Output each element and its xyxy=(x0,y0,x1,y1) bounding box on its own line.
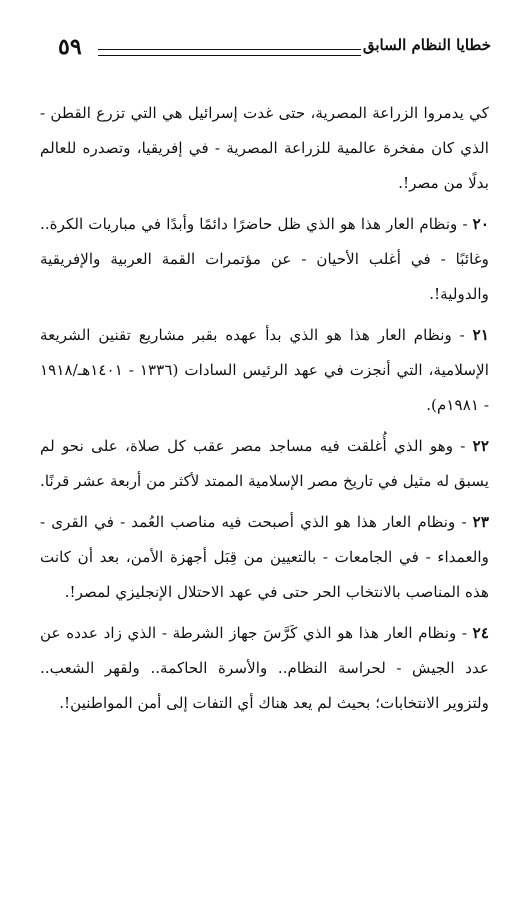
numbered-paragraph-22 xyxy=(40,429,489,499)
item-number: ٢٣ xyxy=(472,513,489,531)
body-text xyxy=(40,96,489,727)
paragraph-continuation xyxy=(40,96,489,201)
paragraph-text: - ونظام العار هذا هو الذي أصبحت فيه مناصب العُمد - في القرى - والعمداء - في الجامعات - بالتعيين من قِبَل أجهزة الأمن، بعد أن كانت هذه المناصب بالانتخاب الحر حتى في عهد الاحتلال الإنجليزي لمصر!. xyxy=(40,513,489,601)
item-number: ٢٢ xyxy=(472,437,489,455)
running-title: خطايا النظام السابق xyxy=(362,36,491,54)
numbered-paragraph-21 xyxy=(40,318,489,423)
page-header xyxy=(58,30,491,70)
paragraph-text: - وهو الذي أُغلقت فيه مساجد مصر عقب كل صلاة، على نحو لم يسبق له مثيل في تاريخ مصر الإسلامية الممتد لأكثر من أربعة عشر قرنًا. xyxy=(40,437,489,490)
header-double-rule xyxy=(98,49,361,56)
numbered-paragraph-24 xyxy=(40,616,489,721)
item-number: ٢١ xyxy=(472,326,489,344)
item-number: ٢٠ xyxy=(472,215,489,233)
item-number: ٢٤ xyxy=(472,624,489,642)
paragraph-text: - ونظام العار هذا هو الذي ظل حاضرًا دائمًا وأبدًا في مباريات الكرة.. وغائبًا - في أغلب الأحيان - عن مؤتمرات القمة العربية والإفريقية والدولية!. xyxy=(40,215,489,303)
paragraph-text: - ونظام العار هذا هو الذي بدأ عهده بقبر مشاريع تقنين الشريعة الإسلامية، التي أنجزت في عهد الرئيس السادات (١٣٣٦ - ١٤٠١هـ/١٩١٨ - ١٩٨١م). xyxy=(40,326,489,414)
numbered-paragraph-20 xyxy=(40,207,489,312)
paragraph-text: - ونظام العار هذا هو الذي كَرَّسَ جهاز الشرطة - الذي زاد عدده عن عدد الجيش - لحراسة النظام.. والأسرة الحاكمة.. ولقهر الشعب.. ولتزوير الانتخابات؛ بحيث لم يعد هناك أي التفات إلى أمن المواطنين!. xyxy=(40,624,489,712)
numbered-paragraph-23 xyxy=(40,505,489,610)
paragraph-text: كي يدمروا الزراعة المصرية، حتى غدت إسرائيل هي التي تزرع القطن - الذي كان مفخرة عالمية للزراعة المصرية - في إفريقيا، وتصدره للعالم بدلًا من مصر!. xyxy=(40,104,489,192)
page-number: ٥٩ xyxy=(58,34,82,60)
